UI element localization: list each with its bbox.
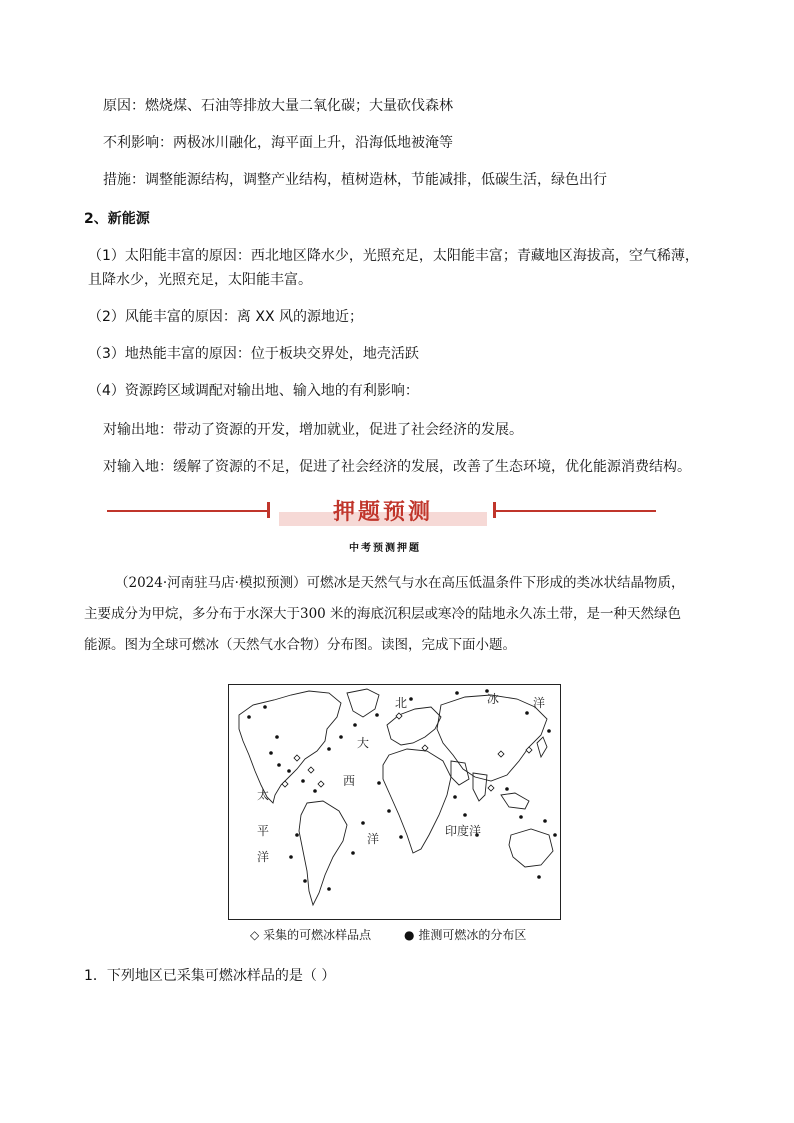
- map-label-arctic-yang: 洋: [533, 696, 546, 710]
- inferred-site-dot: [277, 763, 281, 767]
- inferred-site-dot: [353, 723, 357, 727]
- inferred-site-dot: [553, 833, 557, 837]
- legend-inferred: [404, 926, 526, 943]
- sampled-site-marker: [282, 781, 288, 787]
- map-label-indian-ocean: 印度洋: [445, 824, 482, 838]
- diamond-icon: ◇: [250, 928, 260, 942]
- inferred-site-dot: [377, 781, 381, 785]
- inferred-site-dot: [287, 769, 291, 773]
- banner-tick-left: [267, 502, 270, 518]
- inferred-site-dot: [519, 815, 523, 819]
- inferred-site-dot: [409, 697, 413, 701]
- inferred-site-dot: [275, 735, 279, 739]
- legend-sampled-label: 采集的可燃冰样品点: [263, 928, 372, 942]
- inferred-site-dot: [313, 789, 317, 793]
- solar-text-2: 且降水少，光照充足，太阳能丰富。: [88, 272, 312, 288]
- question-1: 1．下列地区已采集可燃冰样品的是（ ）: [84, 968, 336, 984]
- cause-text: 原因：燃烧煤、石油等排放大量二氧化碳；大量砍伐森林: [103, 98, 453, 114]
- inferred-site-dot: [289, 855, 293, 859]
- asia-outline: [437, 695, 547, 781]
- inferred-site-dot: [327, 747, 331, 751]
- sampled-site-marker: [318, 781, 324, 787]
- europe-outline: [387, 707, 441, 745]
- solar-text-1: （1）太阳能丰富的原因：西北地区降水少，光照充足，太阳能丰富；青藏地区海拔高，空气稀薄，: [88, 248, 699, 264]
- map-label-pacific-tai: 太: [257, 788, 270, 802]
- legend-inferred-label: 推测可燃冰的分布区: [418, 928, 527, 942]
- output-text: 对输出地：带动了资源的开发，增加就业，促进了社会经济的发展。: [103, 422, 523, 438]
- inferred-site-dot: [455, 691, 459, 695]
- map-label-arctic-bing: 冰: [487, 692, 500, 706]
- inferred-site-dot: [525, 711, 529, 715]
- sampled-site-marker: [488, 785, 494, 791]
- input-text: 对输入地：缓解了资源的不足，促进了社会经济的发展，改善了生态环境，优化能源消费结构。: [103, 459, 691, 475]
- inferred-site-dot: [303, 879, 307, 883]
- japan-outline: [537, 737, 547, 757]
- section-heading: 2、新能源: [84, 211, 150, 227]
- inferred-site-dot: [505, 787, 509, 791]
- legend-sampled: [250, 926, 371, 943]
- inferred-site-dot: [269, 751, 273, 755]
- impact-text: 不利影响：两极冰川融化，海平面上升，沿海低地被淹等: [103, 135, 453, 151]
- banner-subtitle: 中考预测押题: [349, 543, 421, 554]
- banner-rule-right: [496, 510, 656, 512]
- inferred-site-dot: [375, 713, 379, 717]
- inferred-site-dot: [301, 779, 305, 783]
- inferred-site-dot: [543, 819, 547, 823]
- continent-outlines: [239, 689, 553, 905]
- banner-rule-left: [107, 510, 267, 512]
- map-label-pacific-ping: 平: [257, 824, 270, 838]
- inferred-site-dot: [295, 833, 299, 837]
- transfer-text: （4）资源跨区域调配对输出地、输入地的有利影响：: [88, 383, 419, 399]
- north-america-outline: [239, 691, 341, 803]
- inferred-site-dot: [327, 887, 331, 891]
- inferred-site-dot: [453, 795, 457, 799]
- banner-title: 押题预测: [332, 500, 433, 525]
- world-map: [229, 685, 559, 918]
- inferred-site-dot: [399, 835, 403, 839]
- inferred-site-dot: [361, 821, 365, 825]
- inferred-site-dot: [351, 851, 355, 855]
- africa-outline: [383, 749, 451, 853]
- map-label-arctic-bei: 北: [395, 696, 408, 710]
- map-label-atlantic-yang: 洋: [367, 832, 380, 846]
- dot-icon: ●: [404, 928, 415, 942]
- inferred-site-dot: [247, 715, 251, 719]
- sampled-site-marker: [498, 751, 504, 757]
- inferred-sites: [247, 689, 557, 891]
- map-label-atlantic-da: 大: [357, 736, 370, 750]
- inferred-site-dot: [463, 813, 467, 817]
- map-label-pacific-yang: 洋: [257, 850, 270, 864]
- islands-outline: [501, 793, 529, 809]
- inferred-site-dot: [547, 729, 551, 733]
- world-map-figure: [228, 684, 561, 920]
- sampled-site-marker: [294, 755, 300, 761]
- question-text-1: （2024·河南驻马店·模拟预测）可燃冰是天然气与水在高压低温条件下形成的类冰状结晶物质，: [115, 575, 685, 591]
- south-america-outline: [299, 801, 347, 905]
- geothermal-text: （3）地热能丰富的原因：位于板块交界处，地壳活跃: [88, 346, 419, 362]
- greenland-outline: [347, 689, 379, 717]
- inferred-site-dot: [263, 705, 267, 709]
- sampled-site-marker: [422, 745, 428, 751]
- sampled-site-marker: [526, 747, 532, 753]
- measures-text: 措施：调整能源结构，调整产业结构，植树造林，节能减排，低碳生活，绿色出行: [103, 172, 607, 188]
- inferred-site-dot: [387, 809, 391, 813]
- question-text-2: 主要成分为甲烷，多分布于水深大于300 米的海底沉积层或寒冷的陆地永久冻土带，是一种天然绿色: [84, 606, 682, 622]
- map-label-atlantic-xi: 西: [343, 774, 356, 788]
- inferred-site-dot: [537, 875, 541, 879]
- inferred-site-dot: [339, 735, 343, 739]
- sampled-site-marker: [308, 767, 314, 773]
- question-text-3: 能源。图为全球可燃冰（天然气水合物）分布图。读图，完成下面小题。: [84, 637, 516, 653]
- wind-text: （2）风能丰富的原因：离 XX 风的源地近；: [88, 309, 363, 325]
- australia-outline: [509, 829, 553, 867]
